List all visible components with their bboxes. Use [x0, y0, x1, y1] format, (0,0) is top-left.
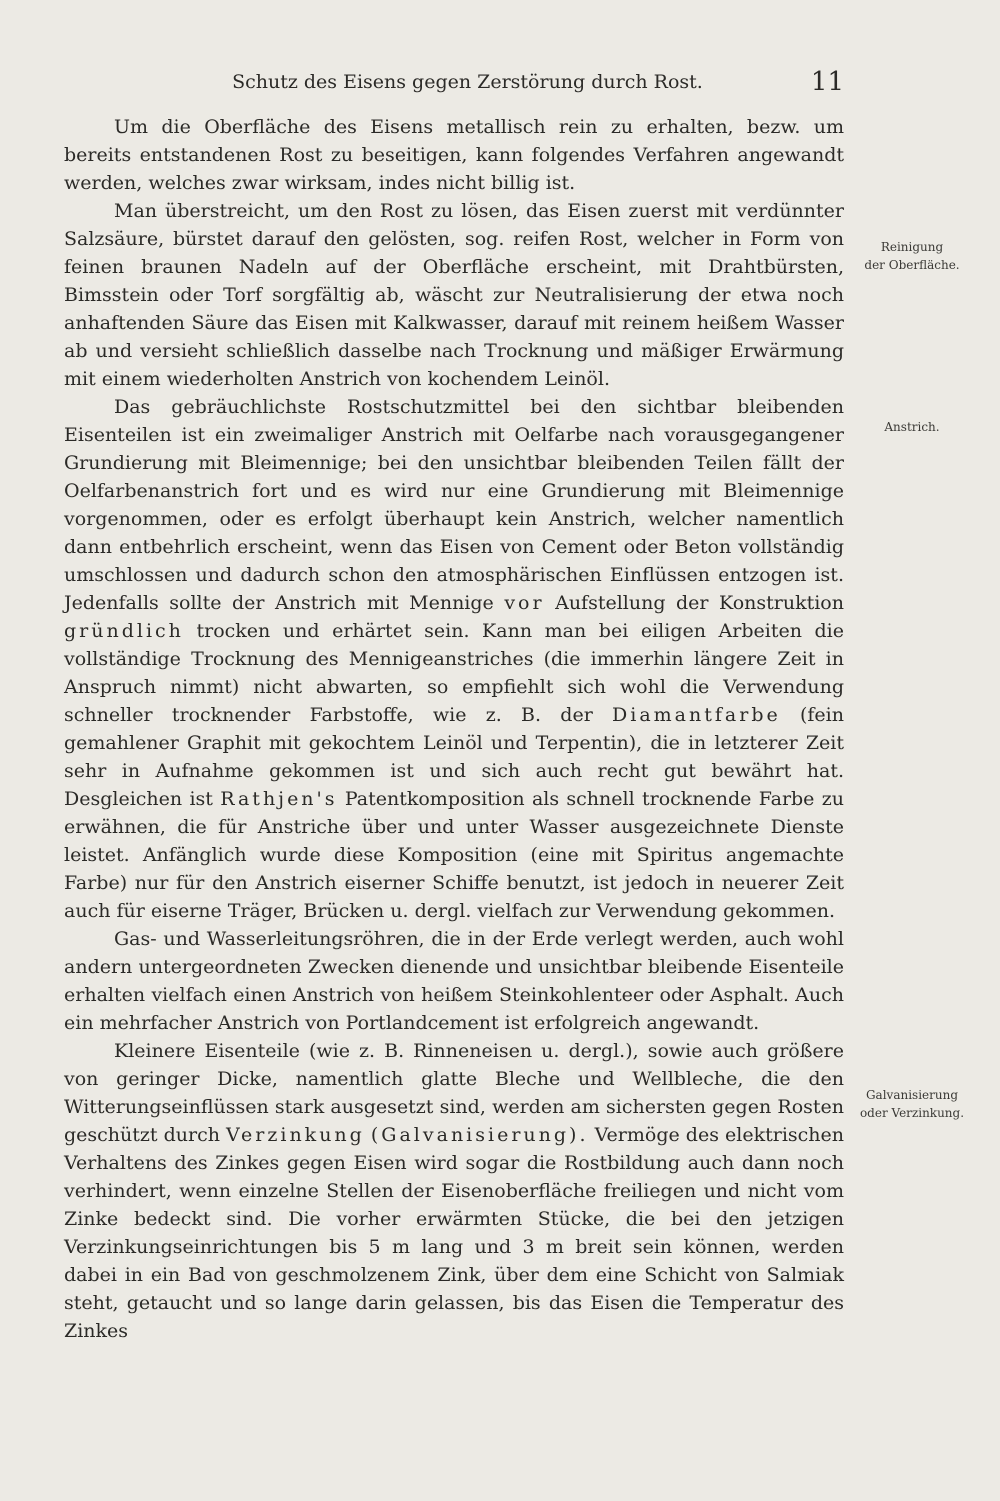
emphasis-text: gründlich: [64, 620, 184, 642]
margin-note-galvanizing: [852, 1086, 972, 1122]
text-run: Aufstellung der Konstruktion: [555, 592, 844, 614]
margin-note-line: Anstrich.: [884, 420, 940, 434]
running-head: Schutz des Eisens gegen Zerstörung durch Rost.: [232, 71, 703, 93]
margin-note-line: Reinigung: [880, 240, 944, 254]
page-number: 11: [810, 67, 844, 97]
margin-note-line: der Oberfläche.: [864, 258, 960, 272]
text-run: (fein gemahlener Graphit mit gekochtem Leinöl und Terpentin), die in letzterer Zeit sehr in Aufnahme gekommen ist und sich auch recht gut bewährt hat. Desgleichen ist: [64, 704, 844, 810]
text-run: Das gebräuchlichste Rostschutzmittel bei den sichtbar bleibenden Eisenteilen ist ein zweimaliger Anstrich mit Oelfarbe nach vorausgegangener Grundierung mit Bleimennige; bei den unsichtbar bleibenden Teilen fällt der Oelfarbenanstrich fort und es wird nur eine Grundierung mit Bleimennige vorgenommen, oder es erfolgt überhaupt kein Anstrich, welcher namentlich dann entbehrlich erscheint, wenn das Eisen von Cement oder Beton vollständig umschlossen und dadurch schon den atmosphärischen Einflüssen entzogen ist. Jedenfalls sollte der Anstrich mit Mennige: [64, 396, 844, 614]
emphasis-text: Verzinkung: [226, 1124, 365, 1146]
margin-note-cleaning: [852, 238, 972, 274]
page-header: [64, 60, 844, 104]
text-run: Patentkomposition als schnell trocknende Farbe zu erwähnen, die für Anstriche über und unter Wasser ausgezeichnete Dienste leistet. Anfänglich wurde diese Komposition (eine mit Spiritus angemachte Farbe) nur für den Anstrich eiserner Schiffe benutzt, ist jedoch in neuerer Zeit auch für eiserne Träger, Brücken u. dergl. vielfach zur Verwendung gekommen.: [64, 788, 844, 922]
margin-note-coating: [852, 418, 972, 436]
body-text: [64, 113, 844, 1345]
text-run: Kleinere Eisenteile (wie z. B. Rinneneisen u. dergl.), sowie auch größere von geringer Dicke, namentlich glatte Bleche und Wellbleche, die den Witterungseinflüssen stark ausgesetzt sind, werden am sichersten gegen Rosten geschützt durch: [64, 1040, 844, 1146]
text-run: Vermöge des elektrischen Verhaltens des Zinkes gegen Eisen wird sogar die Rostbildung auch dann noch verhindert, wenn einzelne Stellen der Eisenoberfläche freiliegen und nicht vom Zinke bedeckt sind. Die vorher erwärmten Stücke, die bei den jetzigen Verzinkungseinrichtungen bis 5 m lang und 3 m breit sein können, werden dabei in ein Bad von geschmolzenem Zink, über dem eine Schicht von Salmiak steht, getaucht und so lange darin gelassen, bis das Eisen die Temperatur des Zinkes: [64, 1124, 844, 1342]
emphasis-text: Rathjen's: [220, 788, 338, 810]
paragraph-coating: [64, 393, 844, 925]
emphasis-text: Diamantfarbe: [612, 704, 781, 726]
emphasis-text: (Galvanisierung).: [370, 1124, 589, 1146]
paragraph-rust-removal: Man überstreicht, um den Rost zu lösen, das Eisen zuerst mit verdünnter Salzsäure, bürstet darauf den gelösten, sog. reifen Rost, welcher in Form von feinen braunen Nadeln auf der Oberfläche erscheint, mit Drahtbürsten, Bimsstein oder Torf sorgfältig ab, wäscht zur Neutralisierung der etwa noch anhaftenden Säure das Eisen mit Kalkwasser, darauf mit reinem heißem Wasser ab und versieht schließlich dasselbe nach Trocknung und mäßiger Erwärmung mit einem wiederholten Anstrich von kochendem Leinöl.: [64, 200, 844, 390]
margin-note-line: Galvanisierung: [865, 1088, 959, 1102]
margin-note-line: oder Verzinkung.: [859, 1106, 965, 1120]
paragraph-cleaning: Um die Oberfläche des Eisens metallisch rein zu erhalten, bezw. um bereits entstandenen Rost zu beseitigen, kann folgendes Verfahren angewandt werden, welches zwar wirksam, indes nicht billig ist.: [64, 116, 844, 194]
paragraph-galvanizing: [64, 1037, 844, 1345]
paragraph-pipes: Gas- und Wasserleitungsröhren, die in der Erde verlegt werden, auch wohl andern untergeordneten Zwecken dienende und unsichtbar bleibende Eisenteile erhalten vielfach einen Anstrich von heißem Steinkohlenteer oder Asphalt. Auch ein mehrfacher Anstrich von Portlandcement ist erfolgreich angewandt.: [64, 928, 844, 1034]
emphasis-text: vor: [504, 592, 545, 614]
text-run: trocken und erhärtet sein. Kann man bei eiligen Arbeiten die vollständige Trocknung des Mennigeanstriches (die immerhin längere Zeit in Anspruch nimmt) nicht abwarten, so empfiehlt sich wohl die Verwendung schneller trocknender Farbstoffe, wie z. B. der: [64, 620, 844, 726]
